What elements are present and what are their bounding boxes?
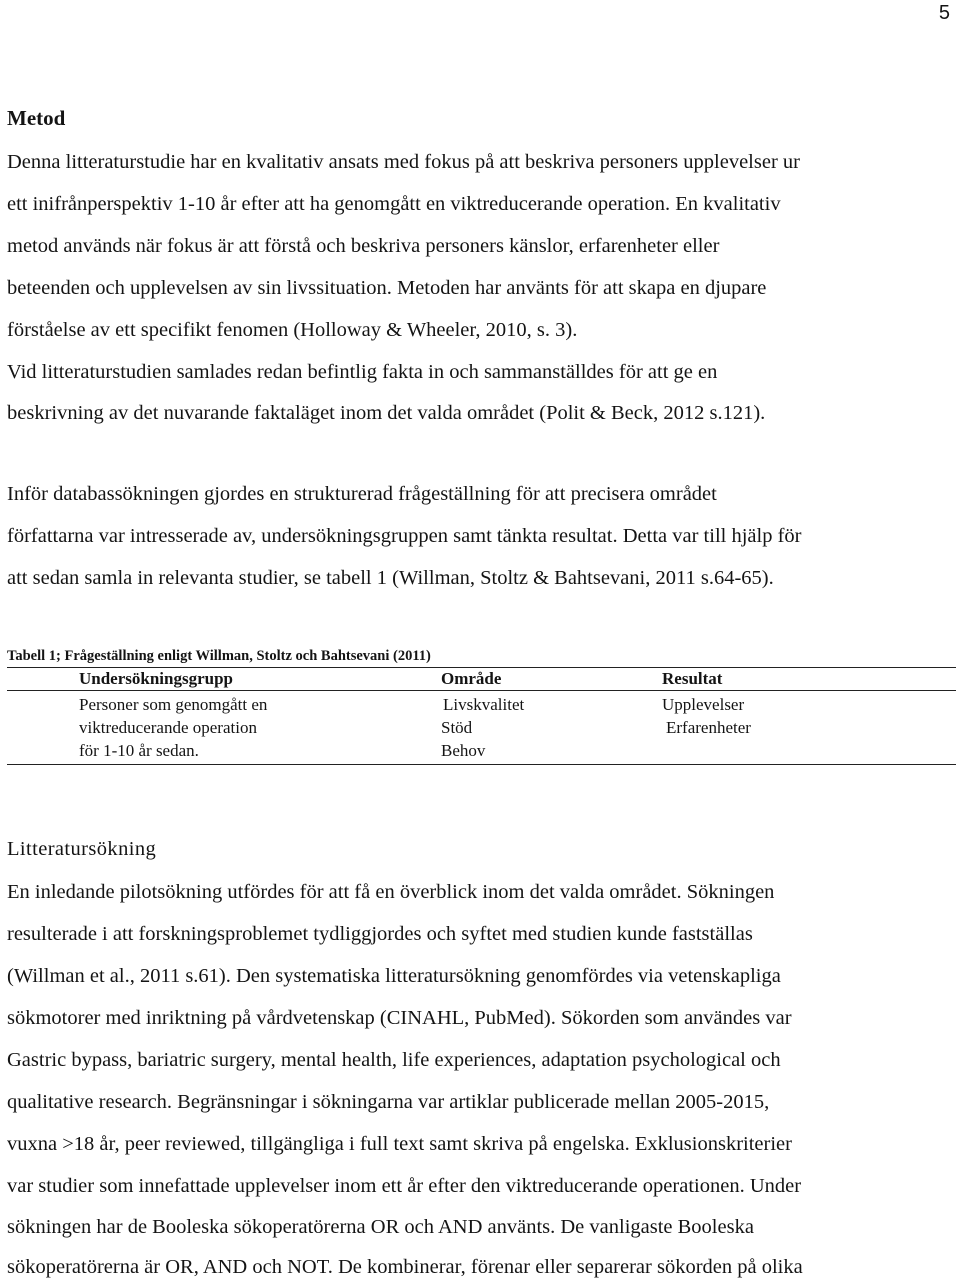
paragraph-line: författarna var intresserade av, undersökningsgruppen samt tänkta resultat. Detta var till hjälp för	[7, 525, 802, 547]
paragraph-line: sökmotorer med inriktning på vårdvetenskap (CINAHL, PubMed). Sökorden som användes var	[7, 1007, 792, 1029]
table-cell: viktreducerande operation	[79, 718, 257, 737]
subsection-heading: Litteratursökning	[7, 838, 157, 860]
paragraph-line: En inledande pilotsökning utfördes för att få en överblick inom det valda området. Sökningen	[7, 881, 775, 903]
paragraph-line: förståelse av ett specifikt fenomen (Holloway & Wheeler, 2010, s. 3).	[7, 319, 578, 341]
table-bottom-rule	[7, 764, 956, 765]
paragraph-line: Denna litteraturstudie har en kvalitativ ansats med fokus på att beskriva personers upplevelser ur	[7, 151, 800, 173]
paragraph-line: Inför databassökningen gjordes en strukturerad frågeställning för att precisera området	[7, 483, 717, 505]
table-cell: Behov	[441, 741, 486, 760]
paragraph-line: metod används när fokus är att förstå och beskriva personers känslor, erfarenheter eller	[7, 235, 720, 257]
table-cell: Livskvalitet	[443, 695, 525, 714]
paragraph-line: resulterade i att forskningsproblemet tydliggjordes och syftet med studien kunde fastställas	[7, 923, 753, 945]
table-top-rule	[7, 667, 956, 668]
paragraph-line: sökoperatörerna är OR, AND och NOT. De kombinerar, förenar eller separerar sökorden på olika	[7, 1256, 803, 1278]
paragraph-line: beteenden och upplevelsen av sin livssituation. Metoden har använts för att skapa en djupare	[7, 277, 767, 299]
paragraph-line: ett inifrånperspektiv 1-10 år efter att ha genomgått en viktreducerande operation. En kvalitativ	[7, 193, 781, 215]
table-cell: Personer som genomgått en	[79, 695, 268, 714]
table-cell: Stöd	[441, 718, 473, 737]
table-header-undersokningsgrupp: Undersökningsgrupp	[79, 669, 234, 688]
table-header-rule	[7, 690, 956, 691]
table-cell: Upplevelser	[662, 695, 745, 714]
table-caption: Tabell 1; Frågeställning enligt Willman, Stoltz och Bahtsevani (2011)	[7, 648, 431, 664]
paragraph-line: sökningen har de Booleska sökoperatörerna OR och AND använts. De vanligaste Booleska	[7, 1216, 754, 1238]
table-cell: för 1-10 år sedan.	[79, 741, 199, 760]
table-header-resultat: Resultat	[662, 669, 723, 688]
paragraph-line: Gastric bypass, bariatric surgery, mental health, life experiences, adaptation psychological och	[7, 1049, 781, 1071]
page-number: 5	[938, 2, 950, 24]
table-cell: Erfarenheter	[666, 718, 751, 737]
section-heading: Metod	[7, 106, 66, 130]
paragraph-line: (Willman et al., 2011 s.61). Den systematiska litteratursökning genomfördes via vetenskapliga	[7, 965, 781, 987]
paragraph-line: qualitative research. Begränsningar i sökningarna var artiklar publicerade mellan 2005-2015,	[7, 1091, 770, 1113]
table-header-omrade: Område	[441, 669, 502, 688]
paragraph-line: beskrivning av det nuvarande faktaläget inom det valda området (Polit & Beck, 2012 s.121).	[7, 402, 766, 424]
paragraph-line: vuxna >18 år, peer reviewed, tillgängliga i full text samt skriva på engelska. Exklusionskriterier	[7, 1133, 792, 1155]
paragraph-line: var studier som innefattade upplevelser inom ett år efter den viktreducerande operationen. Under	[7, 1175, 802, 1197]
paragraph-line: Vid litteraturstudien samlades redan befintlig fakta in och sammanställdes för att ge en	[7, 361, 718, 383]
paragraph-line: att sedan samla in relevanta studier, se tabell 1 (Willman, Stoltz & Bahtsevani, 2011 s.64-65).	[7, 567, 774, 589]
